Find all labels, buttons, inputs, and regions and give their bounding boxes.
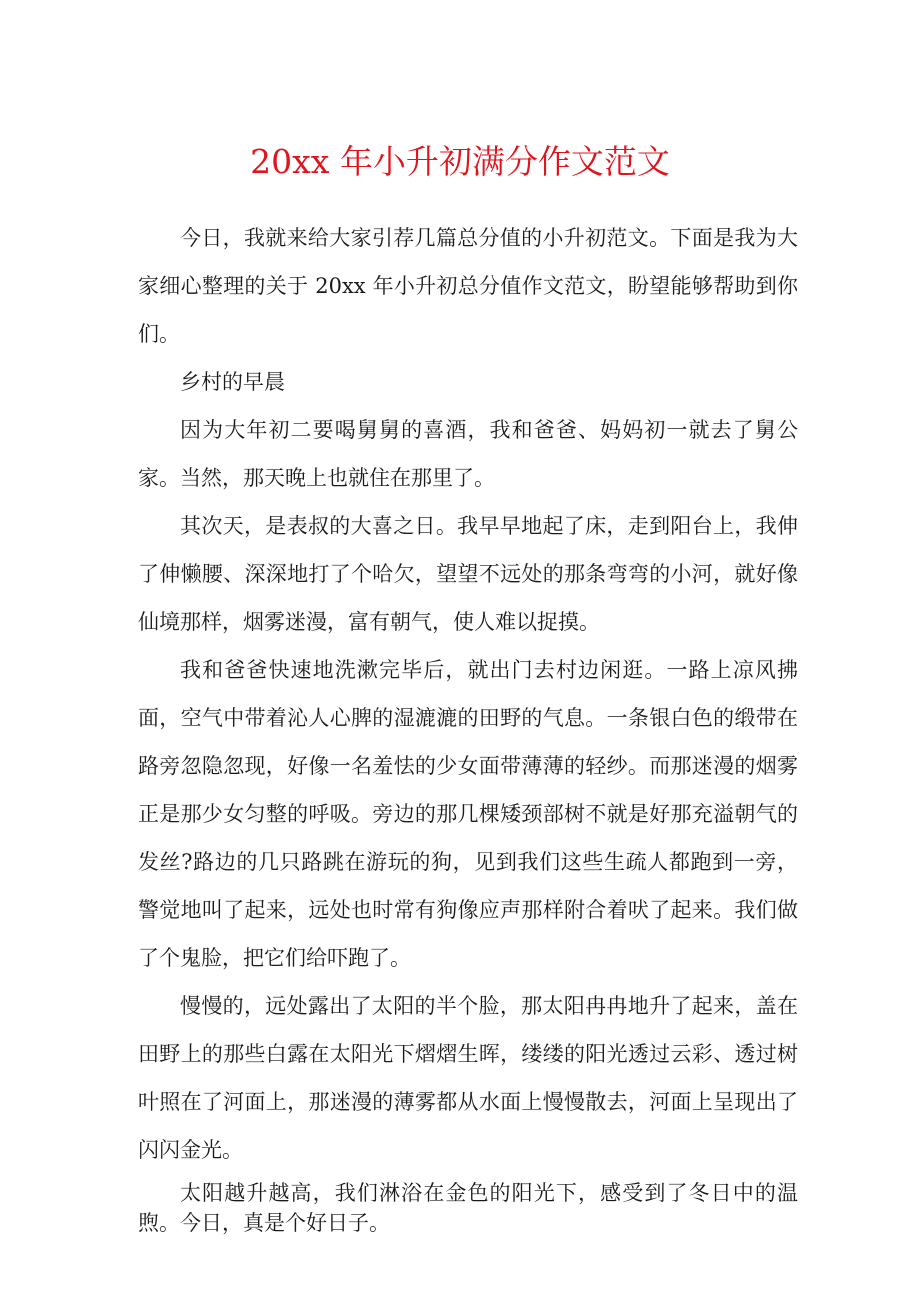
document-title: 20xx 年小升初满分作文范文 [250,142,670,181]
intro-paragraph: 今日，我就来给大家引荐几篇总分值的小升初范文。下面是我为大家细心整理的关于 20xx 年小升初总分值作文范文，盼望能够帮助到你们。 [138,226,798,346]
essay-paragraph-3: 我和爸爸快速地洗漱完毕后，就出门去村边闲逛。一路上凉风拂面，空气中带着沁人心脾的湿漉漉的田野的气息。一条银白色的缎带在路旁忽隐忽现，好像一名羞怯的少女面带薄薄的轻纱。而那迷漫的烟雾正是那少女匀整的呼吸。旁边的那几棵矮颈部树不就是好那充溢朝气的发丝?路边的几只路跳在游玩的狗，见到我们这些生疏人都跑到一旁，警觉地叫了起来，远处也时常有狗像应声那样附合着吠了起来。我们做了个鬼脸，把它们给吓跑了。 [138,658,798,970]
essay-paragraph-1: 因为大年初二要喝舅舅的喜酒，我和爸爸、妈妈初一就去了舅公家。当然，那天晚上也就住在那里了。 [138,418,798,490]
essay-paragraph-4: 慢慢的，远处露出了太阳的半个脸，那太阳冉冉地升了起来，盖在田野上的那些白露在太阳光下熠熠生晖，缕缕的阳光透过云彩、透过树叶照在了河面上，那迷漫的薄雾都从水面上慢慢散去，河面上呈现出了闪闪金光。 [138,994,798,1162]
essay-paragraph-2: 其次天，是表叔的大喜之日。我早早地起了床，走到阳台上，我伸了伸懒腰、深深地打了个哈欠，望望不远处的那条弯弯的小河，就好像仙境那样，烟雾迷漫，富有朝气，使人难以捉摸。 [138,514,798,634]
essay-paragraph-5: 太阳越升越高，我们淋浴在金色的阳光下，感受到了冬日中的温煦。今日，真是个好日子。 [138,1181,798,1235]
essay-title: 乡村的早晨 [180,370,285,394]
document-body [138,214,798,1238]
